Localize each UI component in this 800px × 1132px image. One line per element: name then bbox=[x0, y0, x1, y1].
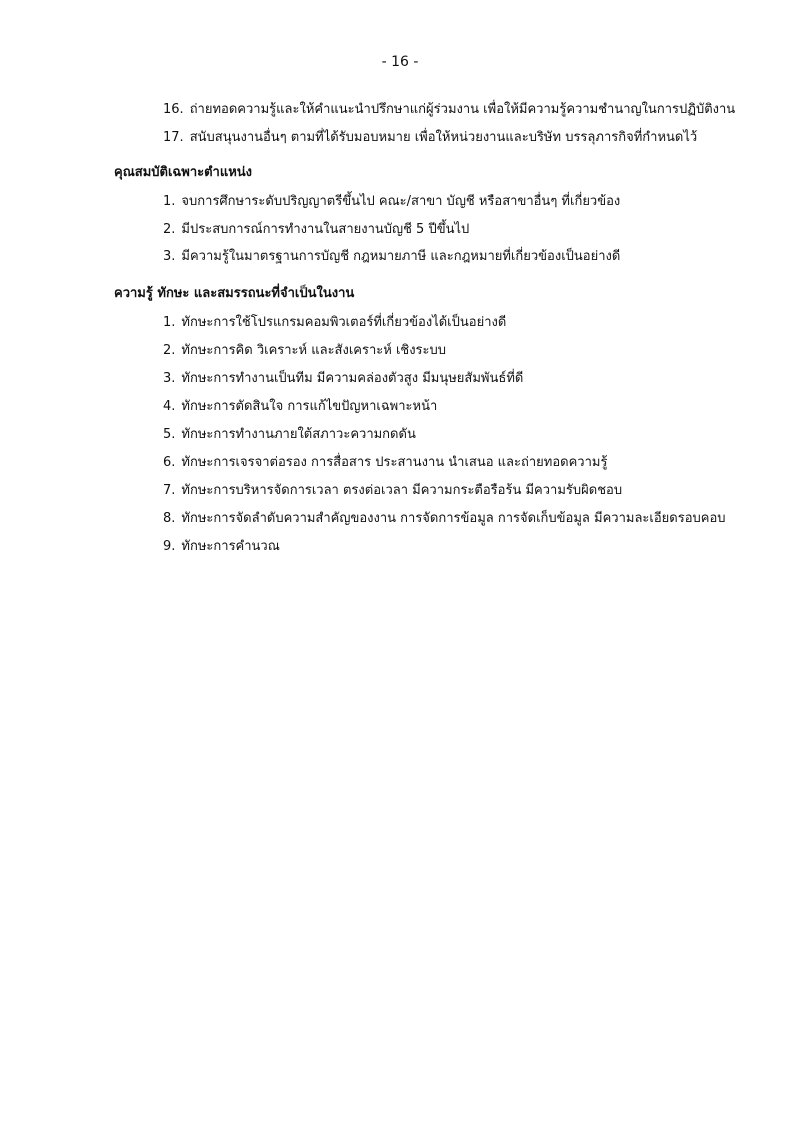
item-number: 3. bbox=[163, 249, 176, 264]
list-item bbox=[163, 192, 620, 212]
list-item bbox=[163, 509, 726, 529]
list-item bbox=[163, 313, 506, 333]
item-number: 1. bbox=[163, 315, 176, 330]
item-number: 7. bbox=[163, 483, 176, 498]
page-number: - 16 - bbox=[381, 54, 419, 70]
list-item bbox=[163, 100, 735, 120]
item-number: 1. bbox=[163, 194, 176, 209]
item-text: ทักษะการจัดลำดับความสำคัญของงาน การจัดการข้อมูล การจัดเก็บข้อมูล มีความละเอียดรอบคอบ bbox=[181, 511, 726, 526]
item-text: มีความรู้ในมาตรฐานการบัญชี กฎหมายภาษี และกฎหมายที่เกี่ยวข้องเป็นอย่างดี bbox=[181, 249, 621, 264]
list-item bbox=[163, 247, 620, 267]
item-number: 2. bbox=[163, 343, 176, 358]
item-text: มีประสบการณ์การทำงานในสายงานบัญชี 5 ปีขึ้นไป bbox=[181, 222, 470, 237]
list-item bbox=[163, 128, 697, 148]
list-item bbox=[163, 369, 523, 389]
item-text: ทักษะการคิด วิเคราะห์ และสังเคราะห์ เชิงระบบ bbox=[181, 343, 447, 358]
list-item bbox=[163, 341, 446, 361]
item-number: 16. bbox=[163, 102, 184, 117]
item-text: ทักษะการใช้โปรแกรมคอมพิวเตอร์ที่เกี่ยวข้องได้เป็นอย่างดี bbox=[181, 315, 507, 330]
item-number: 5. bbox=[163, 427, 176, 442]
item-number: 2. bbox=[163, 222, 176, 237]
item-number: 4. bbox=[163, 399, 176, 414]
list-item bbox=[163, 425, 416, 445]
item-number: 8. bbox=[163, 511, 176, 526]
item-number: 6. bbox=[163, 455, 176, 470]
item-text: ทักษะการคำนวณ bbox=[181, 539, 280, 554]
list-item bbox=[163, 220, 469, 240]
list-item bbox=[163, 453, 607, 473]
item-text: ทักษะการเจรจาต่อรอง การสื่อสาร ประสานงาน นำเสนอ และถ่ายทอดความรู้ bbox=[181, 455, 608, 470]
qualifications-heading: คุณสมบัติเฉพาะตำแหน่ง bbox=[114, 165, 253, 180]
skills-heading: ความรู้ ทักษะ และสมรรถนะที่จำเป็นในงาน bbox=[114, 286, 355, 301]
item-number: 3. bbox=[163, 371, 176, 386]
item-text: ทักษะการตัดสินใจ การแก้ไขปัญหาเฉพาะหน้า bbox=[181, 399, 438, 414]
item-text: สนับสนุนงานอื่นๆ ตามที่ได้รับมอบหมาย เพื่อให้หน่วยงานและบริษัท บรรลุภารกิจที่กำหนดไว้ bbox=[189, 130, 698, 145]
list-item bbox=[163, 537, 280, 557]
item-text: ทักษะการบริหารจัดการเวลา ตรงต่อเวลา มีความกระตือรือร้น มีความรับผิดชอบ bbox=[181, 483, 623, 498]
list-item bbox=[163, 397, 437, 417]
list-item bbox=[163, 481, 622, 501]
item-text: จบการศึกษาระดับปริญญาตรีขึ้นไป คณะ/สาขา บัญชี หรือสาขาอื่นๆ ที่เกี่ยวข้อง bbox=[181, 194, 621, 209]
item-number: 17. bbox=[163, 130, 184, 145]
item-text: ทักษะการทำงานภายใต้สภาวะความกดดัน bbox=[181, 427, 416, 442]
item-text: ถ่ายทอดความรู้และให้คำแนะนำปรึกษาแก่ผู้ร่วมงาน เพื่อให้มีความรู้ความชำนาญในการปฏิบัติงาน bbox=[189, 102, 736, 117]
item-text: ทักษะการทำงานเป็นทีม มีความคล่องตัวสูง มีมนุษยสัมพันธ์ที่ดี bbox=[181, 371, 524, 386]
item-number: 9. bbox=[163, 539, 176, 554]
